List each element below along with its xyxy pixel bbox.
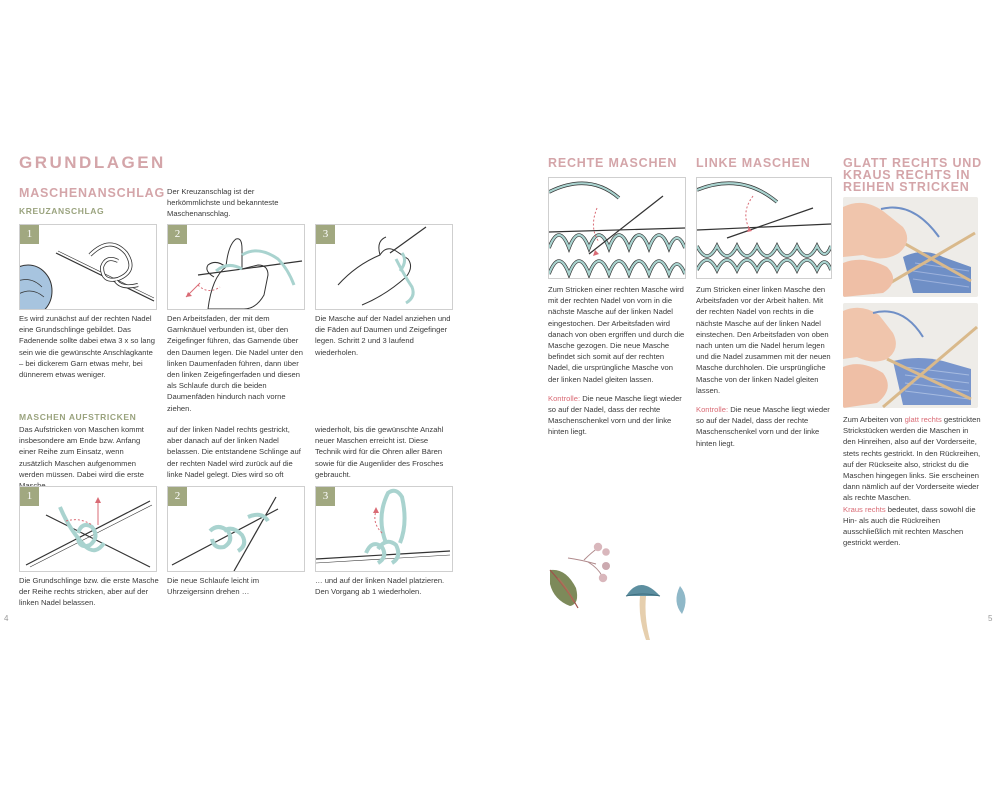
grundschlinge-illustration [20, 225, 156, 309]
figure-rechte-maschen [548, 177, 686, 279]
photo-glatt-rechts [843, 197, 978, 297]
linke-maschen-body: Zum Stricken einer linken Masche den Arbeitsfaden vor der Arbeit halten. Mit der rechten Nadel von rechts in die nächste Masche auf der linken Nadel einstechen. Den Arbeitsfaden von oben nach unten um die Nadel herum legen und die Nadel zusammen mit der neuen Masche durchholen. Die ursprüngliche Masche von der linken Nadel gleiten lassen. [696, 285, 831, 395]
step-1-text: Es wird zunächst auf der rechten Nadel eine Grundschlinge gebildet. Das Fadenende sollte dabei etwa 3 x so lang sein wie die gewünschte Anschlagkante – bei dickerem Garn etwas mehr, bei dünnerem etwas weniger. [19, 314, 155, 380]
heading-glatt-kraus: GLATT RECHTS UND KRAUS RECHTS IN REIHEN STRICKEN [843, 156, 982, 194]
kontrolle-text: Die neue Masche liegt wieder so auf der Nadel, dass der rechte Maschenschenkel vorn und der linke hinten liegt. [696, 405, 830, 448]
rechte-maschen-kontrolle [548, 393, 686, 438]
step-3-text: Die Masche auf der Nadel anziehen und die Fäden auf Daumen und Zeigefinger legen. Schritt 2 und 3 laufend wiederholen. [315, 314, 451, 357]
kraus-text: bedeutet, dass sowohl die Hin- als auch die Rückreihen ausschließlich mit rechten Maschen gestrickt werden. [843, 504, 976, 548]
masche-anziehen-illustration [316, 225, 452, 309]
kraus-rechts-keyword: Kraus rechts [843, 504, 886, 514]
leaf-icon [550, 570, 578, 608]
aufstricken-illustration-2 [168, 487, 304, 571]
subsection-heading-aufstricken: MASCHEN AUFSTRICKEN [19, 412, 137, 422]
step-badge: 1 [20, 225, 39, 244]
knitting-photo-illustration [843, 197, 978, 297]
step-badge: 1 [20, 487, 39, 506]
glatt-rechts-keyword: glatt rechts [904, 415, 942, 424]
aufstricken-illustration-3 [316, 487, 452, 571]
figure-step-1-cast-on [19, 224, 157, 310]
step-badge: 2 [168, 225, 187, 244]
small-leaf-icon [676, 586, 685, 614]
subsection-heading-kreuzanschlag: KREUZANSCHLAG [19, 206, 105, 216]
aufstricken-step-3-text: … und auf der linken Nadel platzieren. Den Vorgang ab 1 wiederholen. [315, 576, 445, 597]
berries-sprig-icon [568, 543, 610, 582]
page-title: GRUNDLAGEN [19, 153, 166, 172]
aufstricken-text-1: Das Aufstricken von Maschen kommt insbesondere am Ende bzw. Anfang einer Reihe zum Einsatz, wenn zusätzlich Maschen aufgenommen werden müssen. Dabei wird die erste [19, 425, 144, 479]
aufstricken-step-1-text: Die Grundschlinge bzw. die erste Masche der Reihe rechts stricken, aber auf der linken Nadel belassen. [19, 576, 159, 608]
knitting-photo-illustration [843, 303, 978, 408]
photo-kraus-rechts [843, 303, 978, 408]
mushroom-icon [626, 585, 660, 640]
figure-aufstricken-1 [19, 486, 157, 572]
kontrolle-text: Die neue Masche liegt wieder so auf der Nadel, dass der rechte Maschenschenkel vorn und der linke hinten liegt. [548, 393, 682, 437]
kontrolle-label: Kontrolle: [548, 393, 581, 403]
aufstricken-text-2: auf der linken Nadel rechts gestrickt, aber danach auf der linken Nadel belassen. Die entstandene Schlinge auf der rechten Nadel wird zurück auf die linke Nadel gelegt. Dies wird so oft [167, 425, 301, 479]
glatt-text-2: gestrickten Strickstücken werden die Maschen in den Hinreihen, also auf der Vorderseite, stets rechts gestrickt. In den Rückreihen, auf der Rückseite also, strickst du die Maschen hingegen links. Sie erscheinen dann nämlich auf der Vorderseite wieder als rechte Maschen. [843, 415, 981, 503]
section-heading-maschenanschlag: MASCHENANSCHLAG [19, 186, 166, 200]
step-badge: 3 [316, 225, 335, 244]
aufstricken-text-3: wiederholt, bis die gewünschte Anzahl neuer Maschen erreicht ist. Diese Technik wird für die Ohren aller Bären sowie für die Augenlider des Frosches gebraucht. [315, 425, 444, 479]
glatt-text-1: Zum Arbeiten von [843, 415, 905, 424]
figure-aufstricken-3 [315, 486, 453, 572]
linke-masche-illustration [697, 178, 831, 278]
decorative-botanical-illustration [540, 538, 700, 648]
linke-maschen-text [696, 284, 834, 449]
page-number-right: 5 [988, 614, 993, 623]
rechte-masche-illustration [549, 178, 685, 278]
daumen-zeigefinger-illustration [168, 225, 304, 309]
aufstricken-illustration-1 [20, 487, 156, 571]
step-badge: 2 [168, 487, 187, 506]
intro-text: Der Kreuzanschlag ist der herkömmlichste und bekannteste Maschenanschlag. [167, 187, 279, 219]
rechte-maschen-body: Zum Stricken einer rechten Masche wird mit der rechten Nadel von vorn in die nächste Masche auf der linken Nadel eingestochen. Der Arbeitsfaden wird danach von oben ergriffen und durch die Masche gezogen. Die neue Masche befindet sich somit auf der rechten Nadel, die ursprüngliche Masche von der linken Nadel gleiten lassen. [548, 285, 685, 384]
rechte-maschen-text [548, 284, 686, 438]
heading-linke-maschen: LINKE MASCHEN [696, 156, 811, 170]
step-badge: 3 [316, 487, 335, 506]
aufstricken-step-2-text: Die neue Schlaufe leicht im Uhrzeigersinn drehen … [167, 576, 260, 597]
figure-step-3-cast-on [315, 224, 453, 310]
kontrolle-label: Kontrolle: [696, 405, 729, 415]
step-2-text: Den Arbeitsfaden, der mit dem Garnknäuel verbunden ist, über den Zeigefinger führen, das Garnende über den Daumen legen. Die Nadel unter den linken Daumenfaden führen, dann über den linken Zeigefingerfaden und diesen als Schlaufe durch die beiden Daumenfäden hindurch nach vorne ziehen. [167, 314, 303, 413]
glatt-kraus-text [843, 414, 983, 548]
page-number-left: 4 [4, 614, 9, 623]
figure-aufstricken-2 [167, 486, 305, 572]
heading-rechte-maschen: RECHTE MASCHEN [548, 156, 678, 170]
figure-step-2-cast-on [167, 224, 305, 310]
linke-maschen-kontrolle [696, 404, 834, 449]
figure-linke-maschen [696, 177, 832, 279]
